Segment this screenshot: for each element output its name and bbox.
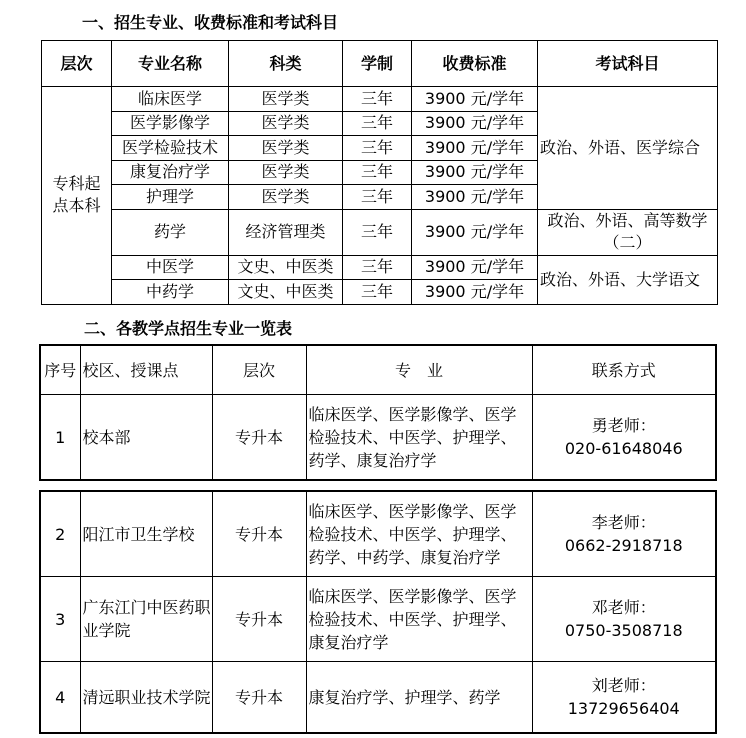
exam-cell: 政治、外语、大学语文 xyxy=(538,255,718,304)
majors-cell: 临床医学、医学影像学、医学检验技术、中医学、护理学、药学、中药学、康复治疗学 xyxy=(306,491,532,577)
level-cell: 专升本 xyxy=(212,662,306,734)
row-number: 3 xyxy=(40,577,80,662)
table-row xyxy=(40,577,716,662)
header-category: 科类 xyxy=(229,41,343,87)
header-majors: 专 业 xyxy=(306,345,532,395)
major-cell: 医学影像学 xyxy=(112,111,229,136)
table-row xyxy=(40,395,716,481)
row-number: 2 xyxy=(40,491,80,577)
header-duration: 学制 xyxy=(343,41,412,87)
fee-table-header xyxy=(42,41,718,87)
contact-name: 邓老师： xyxy=(591,598,656,617)
category-cell: 经济管理类 xyxy=(229,209,343,255)
category-cell: 医学类 xyxy=(229,136,343,161)
table-row xyxy=(40,491,716,577)
fee-cell: 3900 元/学年 xyxy=(412,87,538,112)
duration-cell: 三年 xyxy=(343,255,412,280)
duration-cell: 三年 xyxy=(343,87,412,112)
majors-cell: 临床医学、医学影像学、医学检验技术、中医学、护理学、康复治疗学 xyxy=(306,577,532,662)
fee-cell: 3900 元/学年 xyxy=(412,280,538,305)
category-cell: 文史、中医类 xyxy=(229,280,343,305)
contact-cell xyxy=(532,491,716,577)
duration-cell: 三年 xyxy=(343,209,412,255)
header-contact: 联系方式 xyxy=(532,345,716,395)
fee-cell: 3900 元/学年 xyxy=(412,209,538,255)
exam-cell: 政治、外语、高等数学（二） xyxy=(538,209,718,255)
major-cell: 护理学 xyxy=(112,185,229,210)
category-cell: 文史、中医类 xyxy=(229,255,343,280)
header-fee: 收费标准 xyxy=(412,41,538,87)
section1-title: 一、招生专业、收费标准和考试科目 xyxy=(82,13,339,32)
section2-title: 二、各教学点招生专业一览表 xyxy=(84,319,293,338)
category-cell: 医学类 xyxy=(229,185,343,210)
majors-cell: 康复治疗学、护理学、药学 xyxy=(306,662,532,734)
category-cell: 医学类 xyxy=(229,87,343,112)
fee-cell: 3900 元/学年 xyxy=(412,160,538,185)
header-major: 专业名称 xyxy=(112,41,229,87)
campus-name: 广东江门中医药职业学院 xyxy=(80,577,212,662)
major-cell: 药学 xyxy=(112,209,229,255)
major-cell: 康复治疗学 xyxy=(112,160,229,185)
contact-phone: 0662-2918718 xyxy=(564,536,683,555)
campus-table-header xyxy=(40,345,716,395)
exam-cell: 政治、外语、医学综合 xyxy=(538,87,718,210)
duration-cell: 三年 xyxy=(343,136,412,161)
contact-cell xyxy=(532,662,716,734)
major-cell: 临床医学 xyxy=(112,87,229,112)
duration-cell: 三年 xyxy=(343,185,412,210)
duration-cell: 三年 xyxy=(343,111,412,136)
fee-table xyxy=(41,40,718,305)
major-cell: 中医学 xyxy=(112,255,229,280)
header-level: 层次 xyxy=(212,345,306,395)
major-cell: 医学检验技术 xyxy=(112,136,229,161)
table-row xyxy=(42,87,718,112)
campus-name: 清远职业技术学院 xyxy=(80,662,212,734)
table-row xyxy=(42,209,718,255)
row-number: 1 xyxy=(40,395,80,481)
table-row xyxy=(40,662,716,734)
major-cell: 中药学 xyxy=(112,280,229,305)
contact-phone: 13729656404 xyxy=(567,699,680,718)
contact-phone: 0750-3508718 xyxy=(564,621,683,640)
contact-cell xyxy=(532,577,716,662)
contact-phone: 020-61648046 xyxy=(564,439,683,458)
table-row xyxy=(42,255,718,280)
fee-cell: 3900 元/学年 xyxy=(412,111,538,136)
campus-name: 阳江市卫生学校 xyxy=(80,491,212,577)
header-no: 序号 xyxy=(40,345,80,395)
level-cell: 专升本 xyxy=(212,491,306,577)
level-cell: 专升本 xyxy=(212,395,306,481)
level-cell: 专科起点本科 xyxy=(42,87,112,305)
contact-name: 刘老师： xyxy=(591,676,656,695)
campus-table-continued xyxy=(39,490,717,734)
row-number: 4 xyxy=(40,662,80,734)
category-cell: 医学类 xyxy=(229,160,343,185)
majors-cell: 临床医学、医学影像学、医学检验技术、中医学、护理学、药学、康复治疗学 xyxy=(306,395,532,481)
category-cell: 医学类 xyxy=(229,111,343,136)
contact-name: 勇老师： xyxy=(591,416,656,435)
duration-cell: 三年 xyxy=(343,280,412,305)
header-level: 层次 xyxy=(42,41,112,87)
duration-cell: 三年 xyxy=(343,160,412,185)
campus-table xyxy=(39,344,717,481)
campus-name: 校本部 xyxy=(80,395,212,481)
contact-name: 李老师： xyxy=(591,513,656,532)
header-campus: 校区、授课点 xyxy=(80,345,212,395)
fee-cell: 3900 元/学年 xyxy=(412,255,538,280)
contact-cell xyxy=(532,395,716,481)
fee-cell: 3900 元/学年 xyxy=(412,136,538,161)
fee-cell: 3900 元/学年 xyxy=(412,185,538,210)
level-cell: 专升本 xyxy=(212,577,306,662)
header-exam: 考试科目 xyxy=(538,41,718,87)
